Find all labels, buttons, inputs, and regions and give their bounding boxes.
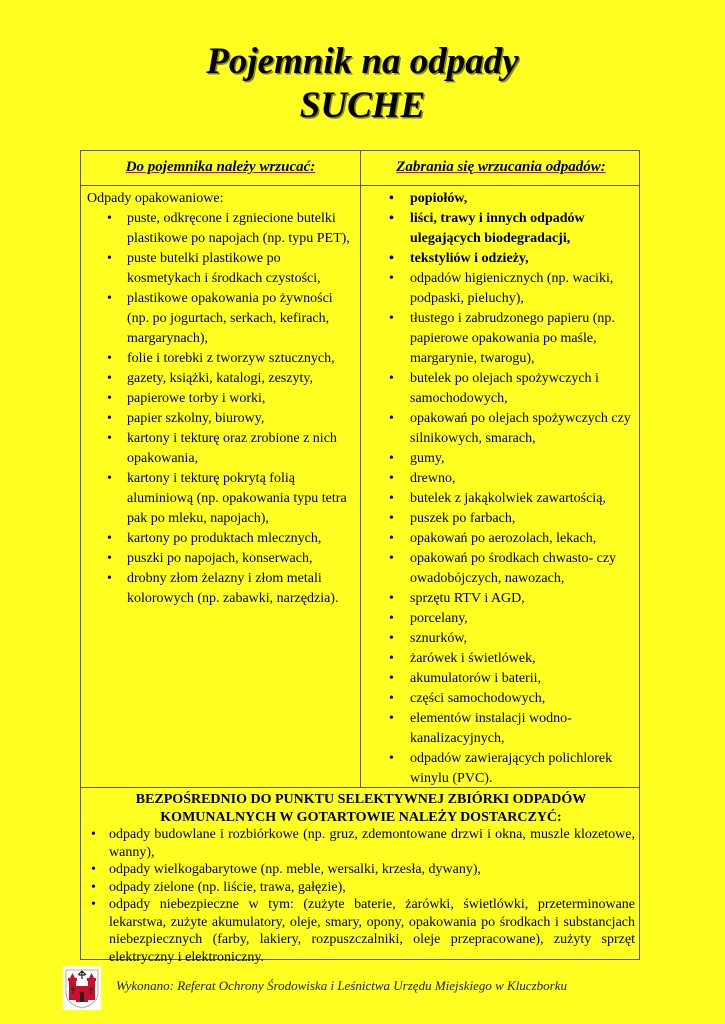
allowed-column bbox=[87, 189, 355, 609]
page-title bbox=[0, 40, 725, 128]
collection-point-section bbox=[87, 791, 635, 966]
list-item: • odpady wielkogabarytowe (np. meble, wersalki, krzesła, dywany), bbox=[87, 861, 635, 879]
list-item: • sznurków, bbox=[367, 629, 635, 649]
list-item: • puszek po farbach, bbox=[367, 509, 635, 529]
list-item: • odpadów higienicznych (np. waciki, podpaski, pieluchy), bbox=[367, 269, 635, 309]
list-item: • kartony i tekturę pokrytą folią aluminiową (np. opakowania typu tetra pak po mleku, napojach), bbox=[87, 469, 355, 529]
title-line-2: SUCHE bbox=[299, 85, 426, 126]
list-item: • drobny złom żelazny i złom metali kolorowych (np. zabawki, narzędzia). bbox=[87, 569, 355, 609]
collection-point-list bbox=[87, 826, 635, 966]
list-item: • gazety, książki, katalogi, zeszyty, bbox=[87, 369, 355, 389]
list-item: • odpady zielone (np. liście, trawa, gałęzie), bbox=[87, 879, 635, 897]
list-item: • tekstyliów i odzieży, bbox=[367, 249, 635, 269]
list-item: • papier szkolny, biurowy, bbox=[87, 409, 355, 429]
footer-credit: Wykonano: Referat Ochrony Środowiska i Leśnictwa Urzędu Miejskiego w Kluczborku bbox=[116, 978, 567, 993]
town-crest-icon bbox=[63, 966, 101, 1010]
forbidden-list bbox=[367, 189, 635, 789]
forbidden-column bbox=[367, 189, 635, 789]
header-divider bbox=[81, 185, 639, 186]
allowed-intro: Odpady opakowaniowe: bbox=[87, 191, 224, 206]
footer bbox=[0, 962, 725, 1012]
list-item: • odpadów zawierających polichlorek winylu (PVC). bbox=[367, 749, 635, 789]
list-item: • akumulatorów i baterii, bbox=[367, 669, 635, 689]
waste-table bbox=[80, 150, 640, 965]
collection-point-header: BEZPOŚREDNIO DO PUNKTU SELEKTYWNEJ ZBIÓRKI ODPADÓW KOMUNALNYCH W GOTARTOWIE NALEŻY DOSTARCZYĆ: bbox=[135, 792, 587, 825]
list-item: • drewno, bbox=[367, 469, 635, 489]
list-item: • opakowań po środkach chwasto- czy owadobójczych, nawozach, bbox=[367, 549, 635, 589]
list-item: • popiołów, bbox=[367, 189, 635, 209]
list-item: • odpady niebezpieczne w tym: (zużyte baterie, żarówki, świetlówki, przeterminowane lekarstwa, zużyte akumulatory, oleje, smary, opony, opakowania po środkach i substancjach niebezpiecznych (farby, lakiery, rozpuszczalniki, oleje przepracowane), zużyty sprzęt elektryczny i elektroniczny. bbox=[87, 896, 635, 966]
allowed-list bbox=[87, 209, 355, 609]
list-item: • papierowe torby i worki, bbox=[87, 389, 355, 409]
list-item: • kartony po produktach mlecznych, bbox=[87, 529, 355, 549]
list-item: • opakowań po olejach spożywczych czy silnikowych, smarach, bbox=[367, 409, 635, 449]
list-item: • opakowań po aerozolach, lekach, bbox=[367, 529, 635, 549]
list-item: • sprzętu RTV i AGD, bbox=[367, 589, 635, 609]
list-item: • odpady budowlane i rozbiórkowe (np. gruz, zdemontowane drzwi i okna, muszle klozetowe, wanny), bbox=[87, 826, 635, 861]
list-item: • gumy, bbox=[367, 449, 635, 469]
list-item: • butelek po olejach spożywczych i samochodowych, bbox=[367, 369, 635, 409]
column-divider bbox=[360, 151, 361, 787]
list-item: • puszki po napojach, konserwach, bbox=[87, 549, 355, 569]
forbidden-header: Zabrania się wrzucania odpadów: bbox=[396, 159, 606, 175]
list-item: • puste, odkręcone i zgniecione butelki plastikowe po napojach (np. typu PET), bbox=[87, 209, 355, 249]
list-item: • butelek z jakąkolwiek zawartością, bbox=[367, 489, 635, 509]
list-item: • liści, trawy i innych odpadów ulegających biodegradacji, bbox=[367, 209, 635, 249]
title-line-1: Pojemnik na odpady bbox=[206, 41, 519, 82]
list-item: • puste butelki plastikowe po kosmetykach i środkach czystości, bbox=[87, 249, 355, 289]
list-item: • folie i torebki z tworzyw sztucznych, bbox=[87, 349, 355, 369]
list-item: • tłustego i zabrudzonego papieru (np. papierowe opakowania po maśle, margarynie, twarogu), bbox=[367, 309, 635, 369]
list-item: • porcelany, bbox=[367, 609, 635, 629]
list-item: • kartony i tekturę oraz zrobione z nich opakowania, bbox=[87, 429, 355, 469]
list-item: • plastikowe opakowania po żywności (np. po jogurtach, serkach, kefirach, margarynach), bbox=[87, 289, 355, 349]
list-item: • części samochodowych, bbox=[367, 689, 635, 709]
list-item: • elementów instalacji wodno-kanalizacyjnych, bbox=[367, 709, 635, 749]
allowed-header: Do pojemnika należy wrzucać: bbox=[125, 159, 316, 175]
list-item: • żarówek i świetlówek, bbox=[367, 649, 635, 669]
